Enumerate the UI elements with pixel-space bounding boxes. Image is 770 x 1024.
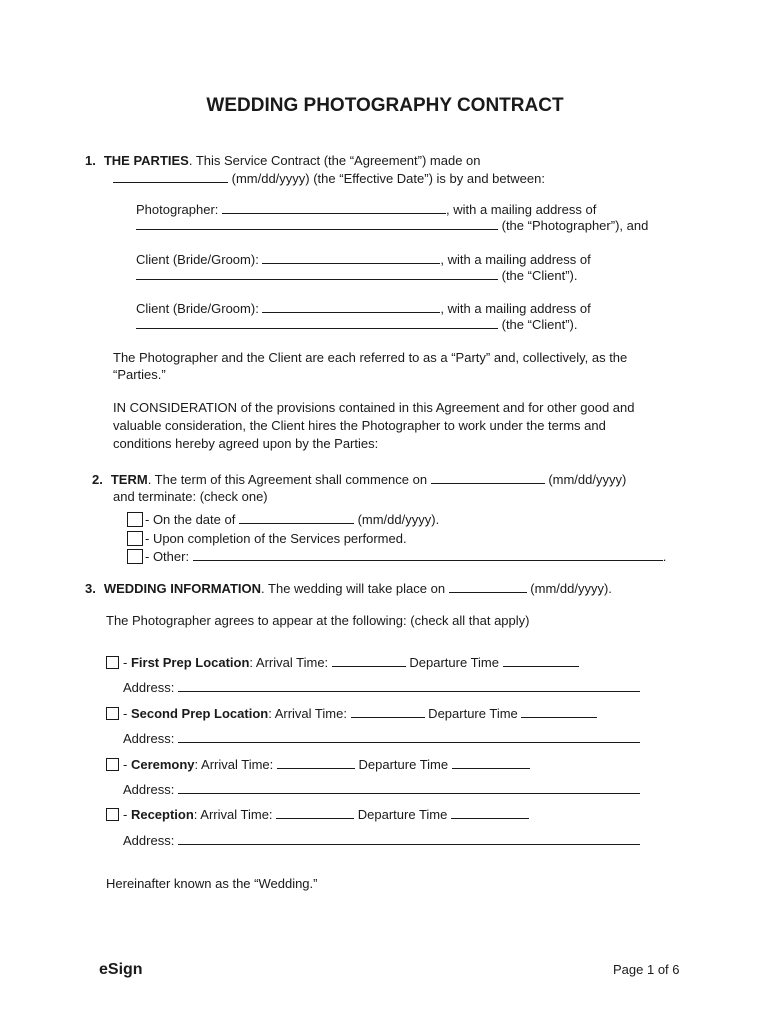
client1-address-line: (the “Client”). <box>136 267 577 284</box>
section-number: 2. <box>92 472 103 487</box>
term-end-line: and terminate: (check one) <box>113 489 268 504</box>
client2-name-field[interactable] <box>262 300 440 313</box>
section-heading: THE PARTIES <box>103 153 189 168</box>
page-number: Page 1 of 6 <box>613 962 680 977</box>
wedding-date-field[interactable] <box>449 580 527 593</box>
client1-line: Client (Bride/Groom): , with a mailing address of <box>136 252 591 267</box>
first-prep-arrival-field[interactable] <box>332 654 406 667</box>
consideration-line1: IN CONSIDERATION of the provisions contained in this Agreement and for other good and <box>113 400 635 415</box>
term-option-completion-checkbox[interactable] <box>127 531 143 546</box>
photographer-address-line: (the “Photographer”), and <box>136 217 648 234</box>
photographer-name-field[interactable] <box>222 201 446 214</box>
client2-address-line: (the “Client”). <box>136 316 577 333</box>
section-heading: TERM <box>110 472 148 487</box>
section-text: . This Service Contract (the “Agreement”) made on <box>188 153 481 168</box>
reception-checkbox[interactable] <box>106 808 119 821</box>
appearance-intro: The Photographer agrees to appear at the following: (check all that apply) <box>106 613 530 628</box>
second-prep-departure-field[interactable] <box>521 705 597 718</box>
client1-address-field[interactable] <box>136 267 498 280</box>
parties-paragraph-line1: The Photographer and the Client are each referred to as a “Party” and, collectively, as the <box>113 350 628 365</box>
reception-arrival-field[interactable] <box>276 806 354 819</box>
location-name: Second Prep Location <box>130 706 269 721</box>
first-prep-line: - First Prep Location: Arrival Time: Departure Time <box>123 654 579 671</box>
term-other-field[interactable] <box>193 548 663 561</box>
ceremony-address-field[interactable] <box>178 781 640 794</box>
section-number: 1. <box>85 153 96 168</box>
ceremony-arrival-field[interactable] <box>277 756 355 769</box>
term-option-other-checkbox[interactable] <box>127 549 143 564</box>
photographer-address-field[interactable] <box>136 217 498 230</box>
location-name: First Prep Location <box>130 655 250 670</box>
consideration-line3: conditions hereby agreed upon by the Parties: <box>113 436 379 451</box>
term-end-date-field[interactable] <box>239 511 354 524</box>
ceremony-line: - Ceremony: Arrival Time: Departure Time <box>123 756 530 773</box>
term-start-date-field[interactable] <box>431 471 545 484</box>
section-number: 3. <box>85 581 96 596</box>
reception-line: - Reception: Arrival Time: Departure Time <box>123 806 529 823</box>
location-name: Reception <box>130 807 194 822</box>
first-prep-address-field[interactable] <box>178 679 640 692</box>
reception-departure-field[interactable] <box>451 806 529 819</box>
term-option-date-checkbox[interactable] <box>127 512 143 527</box>
reception-address-line: Address: <box>123 832 640 849</box>
reception-address-field[interactable] <box>178 832 640 845</box>
parties-paragraph-line2: “Parties.” <box>113 367 166 382</box>
second-prep-address-line: Address: <box>123 730 640 747</box>
ceremony-departure-field[interactable] <box>452 756 530 769</box>
term-option-completion: - Upon completion of the Services performed. <box>145 531 407 546</box>
location-name: Ceremony <box>130 757 195 772</box>
section-2-heading-line: 2. TERM. The term of this Agreement shall commence on (mm/dd/yyyy) <box>92 472 627 487</box>
consideration-line2: valuable consideration, the Client hires the Photographer to work under the terms and <box>113 418 606 433</box>
term-option-other: - Other: . <box>145 549 667 564</box>
second-prep-arrival-field[interactable] <box>351 705 425 718</box>
effective-date-line: (mm/dd/yyyy) (the “Effective Date”) is by and between: <box>113 170 545 187</box>
client2-address-field[interactable] <box>136 316 498 329</box>
section-heading: WEDDING INFORMATION <box>103 581 262 596</box>
client2-line: Client (Bride/Groom): , with a mailing address of <box>136 301 591 316</box>
first-prep-checkbox[interactable] <box>106 656 119 669</box>
ceremony-checkbox[interactable] <box>106 758 119 771</box>
second-prep-address-field[interactable] <box>178 730 640 743</box>
document-title: WEDDING PHOTOGRAPHY CONTRACT <box>206 95 564 116</box>
hereinafter-text: Hereinafter known as the “Wedding.” <box>106 876 318 891</box>
effective-date-field[interactable] <box>113 170 228 183</box>
first-prep-address-line: Address: <box>123 679 640 696</box>
esign-logo: eSign <box>99 961 143 978</box>
first-prep-departure-field[interactable] <box>503 654 579 667</box>
photographer-line: Photographer: , with a mailing address of <box>136 202 597 217</box>
second-prep-checkbox[interactable] <box>106 707 119 720</box>
section-1-heading-line <box>85 152 481 169</box>
client1-name-field[interactable] <box>262 251 440 264</box>
ceremony-address-line: Address: <box>123 781 640 798</box>
term-option-date: - On the date of (mm/dd/yyyy). <box>145 512 440 527</box>
section-3-heading-line: 3. WEDDING INFORMATION. The wedding will take place on (mm/dd/yyyy). <box>85 581 612 596</box>
second-prep-line: - Second Prep Location: Arrival Time: Departure Time <box>123 705 597 722</box>
